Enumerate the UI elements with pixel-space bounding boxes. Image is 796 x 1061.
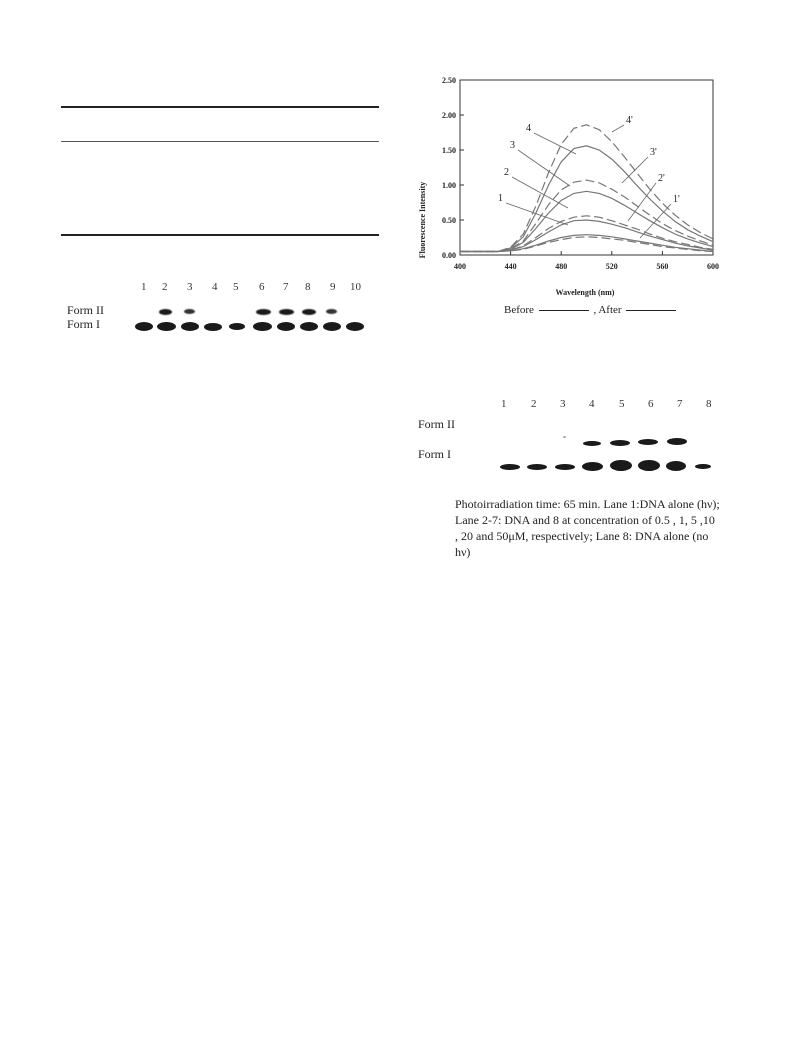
gel2-band-form-i xyxy=(638,460,660,471)
y-tick-label: 2.50 xyxy=(442,76,456,85)
curve-leader-line xyxy=(534,133,576,154)
gel1-lane-8: 8 xyxy=(305,281,311,293)
gel2-form-i-label: Form I xyxy=(418,447,451,461)
table-header-rule xyxy=(61,141,379,142)
gel1-band-form-ii xyxy=(159,309,172,315)
gel2-band-form-i xyxy=(695,464,711,469)
curve-leader-line xyxy=(622,157,648,183)
gel2-band-form-i xyxy=(582,462,603,471)
x-tick-label: 400 xyxy=(454,262,466,271)
gel2-band-form-i xyxy=(610,460,632,471)
gel1-band-form-ii xyxy=(302,309,316,315)
x-tick-label: 520 xyxy=(605,262,618,271)
x-axis-label: Wavelength (nm) xyxy=(555,288,615,297)
x-tick-label: 480 xyxy=(555,262,568,271)
gel1-band-form-ii xyxy=(184,309,195,314)
curve-leader-line xyxy=(518,150,570,186)
gel1-band-form-i xyxy=(229,323,245,330)
series-line-1p xyxy=(460,237,713,252)
gel2-lane-5: 5 xyxy=(619,398,625,410)
gel1-lane-7: 7 xyxy=(283,281,289,293)
gel1-band-form-ii xyxy=(326,309,337,314)
gel1-band-form-i xyxy=(157,322,176,331)
curve-label-2p: 2' xyxy=(658,173,665,184)
gel2-band-form-i xyxy=(500,464,520,470)
gel1-band-form-i xyxy=(346,322,364,331)
x-tick-label: 440 xyxy=(504,262,517,271)
gel2-band-form-i xyxy=(666,461,686,471)
gel2-lane-6: 6 xyxy=(648,398,654,410)
gel2-band-form-ii xyxy=(610,440,630,446)
y-tick-label: 0.50 xyxy=(442,216,456,225)
gel2-lane-7: 7 xyxy=(677,398,683,410)
gel1-lane-3: 3 xyxy=(187,281,193,293)
curve-leader-line xyxy=(506,203,568,225)
x-tick-label: 560 xyxy=(656,262,669,271)
gel1-lane-1: 1 xyxy=(141,281,147,293)
chart-legend xyxy=(504,304,678,316)
gel1-band-form-i xyxy=(204,323,222,331)
x-tick-label: 600 xyxy=(707,262,719,271)
gel1-lane-6: 6 xyxy=(259,281,265,293)
curve-label-1p: 1' xyxy=(673,194,680,205)
gel2-form-ii-label: Form II xyxy=(418,417,455,431)
gel1-band-form-ii xyxy=(256,309,271,315)
curve-label-3p: 3' xyxy=(650,147,657,158)
gel1-form-ii-label: Form II xyxy=(67,303,104,317)
gel1-form-i-label: Form I xyxy=(67,317,100,331)
gel2-band-form-i xyxy=(527,464,547,470)
gel1-band-form-ii xyxy=(279,309,294,315)
y-tick-label: 1.00 xyxy=(442,181,456,190)
gel2-band-form-ii xyxy=(638,439,658,445)
gel1-lane-4: 4 xyxy=(212,281,218,293)
curve-label-1: 1 xyxy=(498,193,503,204)
gel2-band-form-ii xyxy=(583,441,601,446)
table-top-rule xyxy=(61,106,379,108)
y-tick-label: 2.00 xyxy=(442,111,456,120)
gel1-band-form-i xyxy=(253,322,272,331)
curve-label-4: 4 xyxy=(526,123,531,134)
curve-label-4p: 4' xyxy=(626,115,633,126)
gel1-band-form-i xyxy=(135,322,153,331)
plot-frame xyxy=(460,80,713,255)
curve-label-3: 3 xyxy=(510,140,515,151)
gel1-band-form-i xyxy=(181,322,199,331)
gel1-band-form-i xyxy=(277,322,295,331)
figure-caption: Photoirradiation time: 65 min. Lane 1:DNA alone (hν); Lane 2-7: DNA and 8 at concentration of 0.5 , 1, 5 ,10 , 20 and 50μM, respectively; Lane 8: DNA alone (no hν) xyxy=(455,497,720,559)
gel2-lane-2: 2 xyxy=(531,398,537,410)
y-tick-label: 0.00 xyxy=(442,251,456,260)
legend-before-line xyxy=(539,310,589,311)
curve-label-2: 2 xyxy=(504,167,509,178)
y-tick-label: 1.50 xyxy=(442,146,456,155)
legend-after-line xyxy=(626,310,676,311)
gel1-lane-5: 5 xyxy=(233,281,239,293)
gel2-lane-1: 1 xyxy=(501,398,507,410)
gel2-lane-8: 8 xyxy=(706,398,712,410)
y-axis-label: Fluorescence Intensity xyxy=(418,181,427,259)
legend-before-label: Before xyxy=(504,304,534,316)
gel1-band-form-i xyxy=(323,322,341,331)
gel1-band-form-i xyxy=(300,322,318,331)
gel2-band-form-i xyxy=(555,464,575,470)
table-bottom-rule xyxy=(61,234,379,236)
series-line-4p xyxy=(460,125,713,252)
curve-leader-line xyxy=(612,125,624,132)
fluorescence-chart xyxy=(400,70,730,300)
gel2-lane-3: 3 xyxy=(560,398,566,410)
gel2-band-form-ii xyxy=(667,438,687,445)
gel1-lane-2: 2 xyxy=(162,281,168,293)
legend-after-label: , After xyxy=(593,304,622,316)
gel1-lane-10: 10 xyxy=(350,281,361,293)
gel1-lane-9: 9 xyxy=(330,281,336,293)
gel2-band-form-ii xyxy=(563,436,566,438)
curve-leader-line xyxy=(640,204,671,238)
gel2-lane-4: 4 xyxy=(589,398,595,410)
